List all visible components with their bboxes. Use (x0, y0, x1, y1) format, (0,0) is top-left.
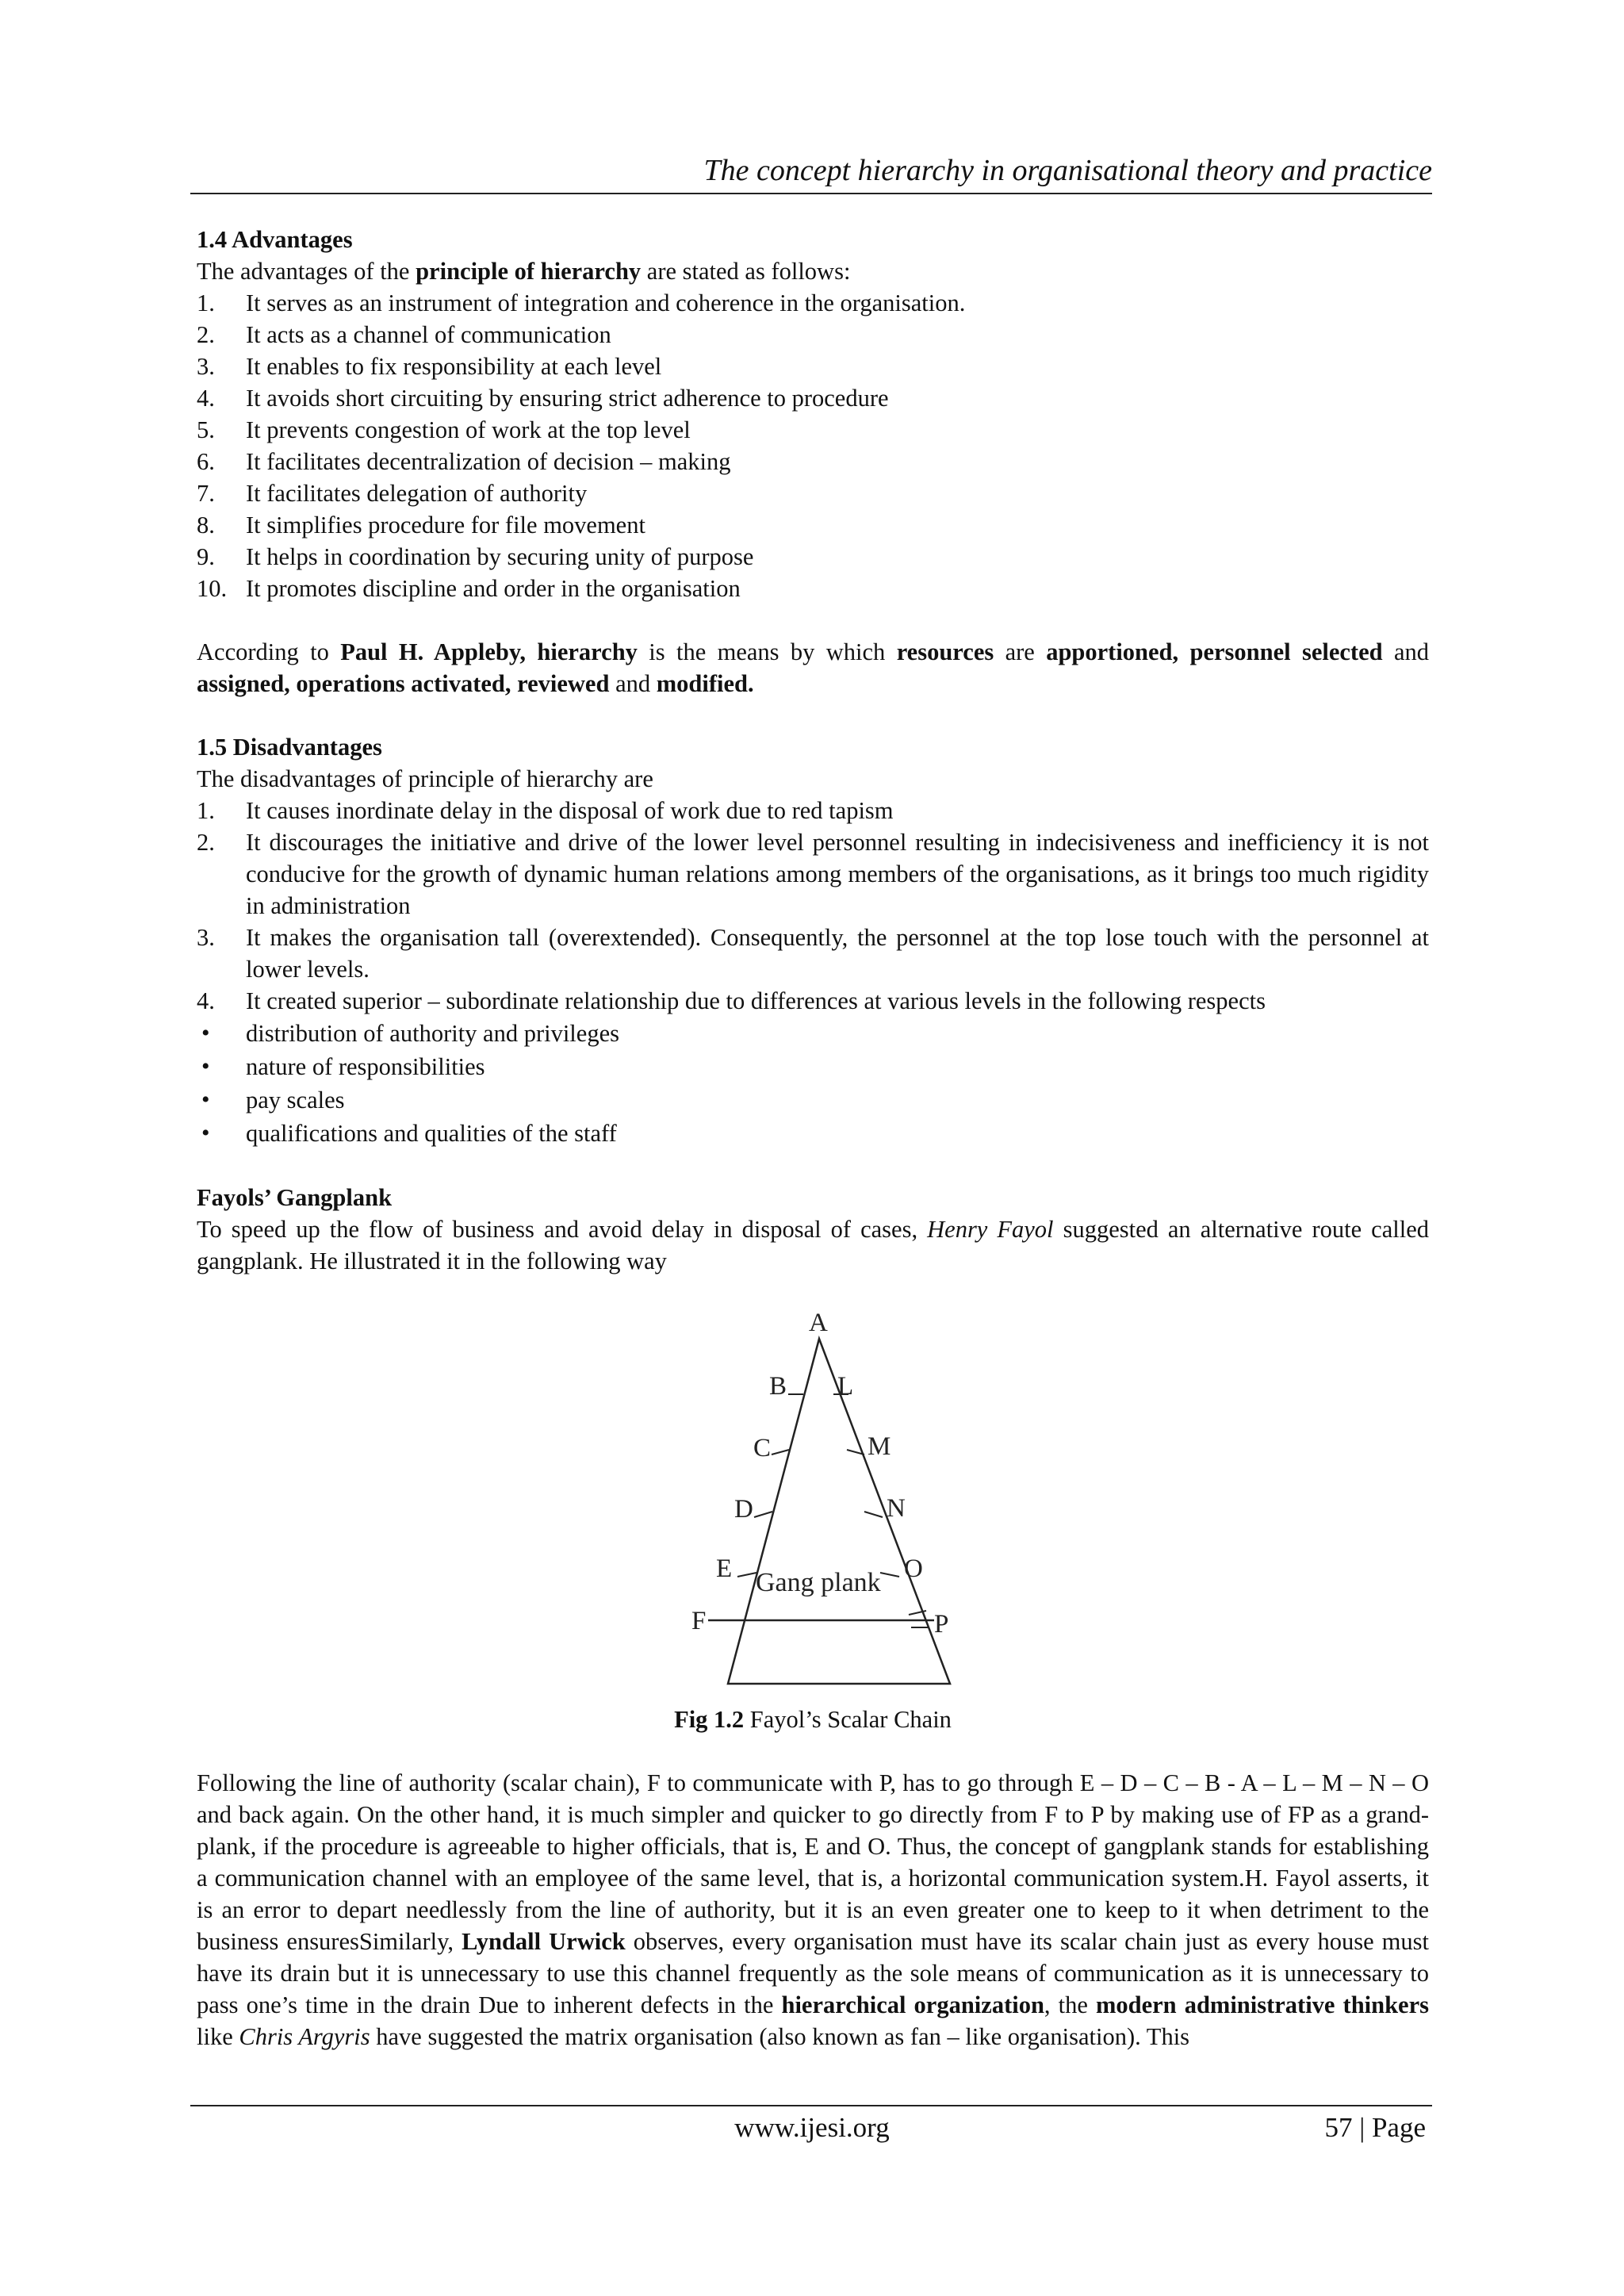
label-d: D (734, 1495, 753, 1524)
list-item: 4. It avoids short circuiting by ensuring strict adherence to procedure (197, 385, 889, 412)
list-item: 6. It facilitates decentralization of decision – making (197, 448, 731, 475)
disadvantages-list (197, 795, 1429, 1017)
label-m: M (868, 1432, 891, 1461)
disadvantages-heading: 1.5 Disadvantages (197, 734, 382, 761)
list-item: 1. It serves as an instrument of integration and coherence in the organisation. (197, 289, 966, 316)
label-e: E (716, 1554, 733, 1583)
label-p: P (934, 1610, 949, 1639)
figure-caption: Fig 1.2 Fayol’s Scalar Chain (674, 1706, 952, 1733)
closing-paragraph: Following the line of authority (scalar chain), F to communicate with P, has to go through E – D – C – B - A – L – M – N – O and back again. On the other hand, it is much simpler and quicker to go directly from F to P by making use of FP as a grand-plank, if the procedure is agreeable to higher officials, that is, E and O. Thus, the concept of gangplank stands for establishing a communication channel with an employee of the same level, that is, a horizontal communication system.H. Fayol asserts, it is an error to depart needlessly from the line of authority, but it is an even greater one to keep to it when detriment to the business ensuresSimilarly, Lyndall Urwick observes, every organisation must have its scalar chain just as every house must have its drain but it is unnecessary to use this channel frequently as the sole means of communication as it is unnecessary to pass one’s time in the drain Due to inherent defects in the hierarchical organization, the modern administrative thinkers like Chris Argyris have suggested the matrix organisation (also known as fan – like organisation). This (197, 1769, 1430, 2050)
header-rule (190, 193, 1432, 194)
label-a: A (809, 1309, 828, 1337)
label-b: B (769, 1372, 787, 1401)
list-item: 3. It enables to fix responsibility at each level (197, 353, 662, 380)
gangplank-paragraph: To speed up the flow of business and avoid delay in disposal of cases, Henry Fayol suggested an alternative route called gangplank. He illustrated it in the following way (197, 1216, 1429, 1274)
bullet-icon: • (201, 1087, 210, 1113)
advantages-intro-bold: principle of hierarchy (416, 258, 642, 285)
list-item: 7. It facilitates delegation of authority (197, 480, 588, 507)
list-item: 2. It discourages the initiative and drive of the lower level personnel resulting in indecisiveness and inefficiency it is not conducive for the growth of dynamic human relations among members of the organisations, as it brings too much rigidity in administration (197, 829, 1429, 919)
scalar-chain-diagram (641, 1307, 974, 1704)
list-item: 5. It prevents congestion of work at the top level (197, 416, 691, 443)
disadvantages-intro: The disadvantages of principle of hierarchy are (197, 765, 653, 792)
bullet-item: • distribution of authority and privileges (197, 1017, 1429, 1050)
label-f: F (691, 1607, 707, 1635)
advantages-list (197, 287, 1429, 604)
running-title: The concept hierarchy in organisational theory and practice (703, 154, 1432, 187)
list-item: 4. It created superior – subordinate relationship due to differences at various levels in the following respects (197, 987, 1266, 1014)
gang-plank-label: Gang plank (756, 1568, 881, 1597)
list-item: 3. It makes the organisation tall (overextended). Consequently, the personnel at the top lose touch with the personnel at lower levels. (197, 924, 1429, 983)
appleby-paragraph: According to Paul H. Appleby, hierarchy is the means by which resources are apportioned, personnel selected and assigned, operations activated, reviewed and modified. (197, 638, 1429, 697)
footer-rule (190, 2105, 1432, 2106)
article-body (197, 224, 1429, 2053)
advantages-intro: The advantages of the principle of hierarchy are stated as follows: (197, 258, 851, 285)
bullet-item: • qualifications and qualities of the staff (197, 1117, 1429, 1150)
gangplank-heading: Fayols’ Gangplank (197, 1184, 393, 1211)
list-item: 2. It acts as a channel of communication (197, 321, 611, 348)
disadvantages-bullets (197, 1017, 1429, 1150)
bullet-icon: • (201, 1053, 210, 1079)
list-item: 8. It simplifies procedure for file movement (197, 512, 645, 539)
page-number: 57 | Page (1324, 2112, 1426, 2143)
bullet-icon: • (201, 1020, 210, 1046)
advantages-heading: 1.4 Advantages (197, 226, 353, 253)
list-item: 10. It promotes discipline and order in the organisation (197, 575, 741, 602)
list-item: 1. It causes inordinate delay in the disposal of work due to red tapism (197, 797, 894, 824)
label-l: L (837, 1372, 854, 1401)
bullet-item: • pay scales (197, 1083, 1429, 1117)
footer-website: www.ijesi.org (734, 2112, 890, 2143)
label-o: O (904, 1554, 923, 1583)
label-n: N (887, 1494, 906, 1523)
bullet-icon: • (201, 1120, 210, 1146)
label-c: C (753, 1434, 772, 1462)
list-item: 9. It helps in coordination by securing unity of purpose (197, 543, 754, 570)
scalar-chain-figure (197, 1307, 1429, 1704)
bullet-item: • nature of responsibilities (197, 1050, 1429, 1083)
